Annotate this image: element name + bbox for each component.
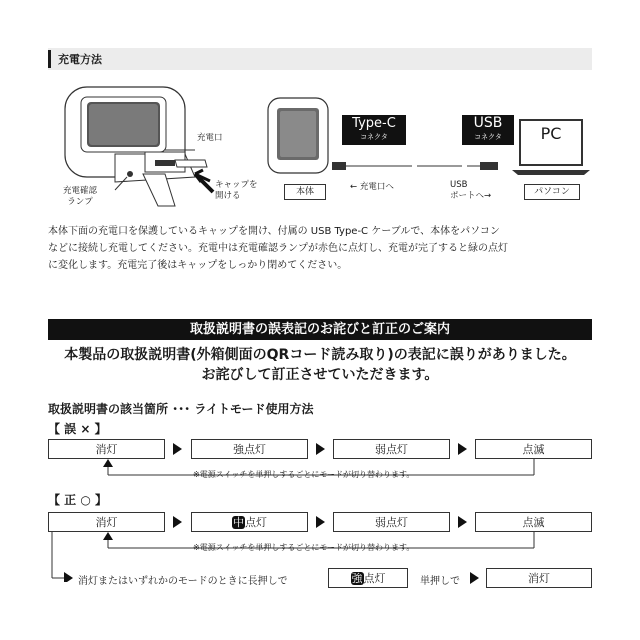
long-press-text: 消灯またはいずれかのモードのときに長押しで bbox=[78, 576, 288, 587]
arrow-right-icon bbox=[316, 443, 325, 455]
wrong-mode-weak: 弱点灯 bbox=[333, 439, 450, 459]
correction-banner: 取扱説明書の誤表記のお詫びと訂正のご案内 bbox=[48, 319, 592, 340]
mid-highlight: 中 bbox=[233, 516, 244, 529]
section-header-bar bbox=[48, 50, 51, 68]
section-header bbox=[48, 48, 592, 70]
pc-label: PC bbox=[540, 124, 562, 143]
cap-label: キャップを 開ける bbox=[215, 180, 258, 201]
port-label: 充電口 bbox=[197, 133, 223, 143]
arrow-right-icon bbox=[173, 443, 182, 455]
strong-highlight: 強 bbox=[351, 572, 363, 585]
single-press-text: 単押しで bbox=[420, 576, 460, 587]
typec-arrow-label: ← 充電口へ bbox=[350, 182, 394, 192]
usb-connector: USB コネクタ bbox=[462, 115, 514, 145]
charging-instructions: 本体下面の充電口を保護しているキャップを開け、付属の USB Type-C ケーブルで、本体をパソコン などに接続し充電してください。充電中は充電確認ランプが赤色に点灯し、充電が完了すると緑の点灯 に変化します。充電完了後はキャップをしっかり閉めてください。 bbox=[48, 226, 508, 271]
notice-line-1: 本製品の取扱説明書(外箱側面のQRコード読み取り)の表記に誤りがありました。 bbox=[64, 347, 576, 363]
correct-note: ※電源スイッチを単押しするごとにモードが切り替わります。 bbox=[193, 543, 415, 552]
strong-mode-box: 強点灯 bbox=[328, 568, 408, 588]
final-mode-off: 消灯 bbox=[486, 568, 592, 588]
long-press-connector bbox=[48, 532, 78, 582]
usb-arrow-label: USB ポートへ→ bbox=[450, 180, 492, 201]
wrong-mode-off: 消灯 bbox=[48, 439, 165, 459]
notice-line-2: お詫びして訂正させていただきます。 bbox=[201, 367, 439, 383]
typec-connector: Type-C コネクタ bbox=[342, 115, 406, 145]
correct-mode-mid: 中点灯 bbox=[191, 512, 308, 532]
arrow-right-icon bbox=[173, 516, 182, 528]
wrong-mode-blink: 点滅 bbox=[475, 439, 592, 459]
wrong-mode-strong: 強点灯 bbox=[191, 439, 308, 459]
body-box: 本体 bbox=[284, 184, 326, 200]
correct-mode-off: 消灯 bbox=[48, 512, 165, 532]
wrong-tag: 【 誤 × 】 bbox=[48, 422, 107, 436]
pc-box: パソコン bbox=[524, 184, 580, 200]
arrow-right-icon bbox=[458, 443, 467, 455]
correct-mode-blink: 点滅 bbox=[475, 512, 592, 532]
arrow-right-icon bbox=[470, 572, 479, 584]
arrow-right-icon bbox=[458, 516, 467, 528]
reference-heading: 取扱説明書の該当箇所 ･･･ ライトモード使用方法 bbox=[48, 402, 314, 416]
correct-mode-weak: 弱点灯 bbox=[333, 512, 450, 532]
arrow-right-icon bbox=[316, 516, 325, 528]
lamp-label: 充電確認 ランプ bbox=[62, 186, 97, 207]
correct-tag: 【 正 ○ 】 bbox=[48, 493, 108, 507]
section-title: 充電方法 bbox=[58, 53, 102, 66]
wrong-note: ※電源スイッチを単押しするごとにモードが切り替わります。 bbox=[193, 470, 415, 479]
